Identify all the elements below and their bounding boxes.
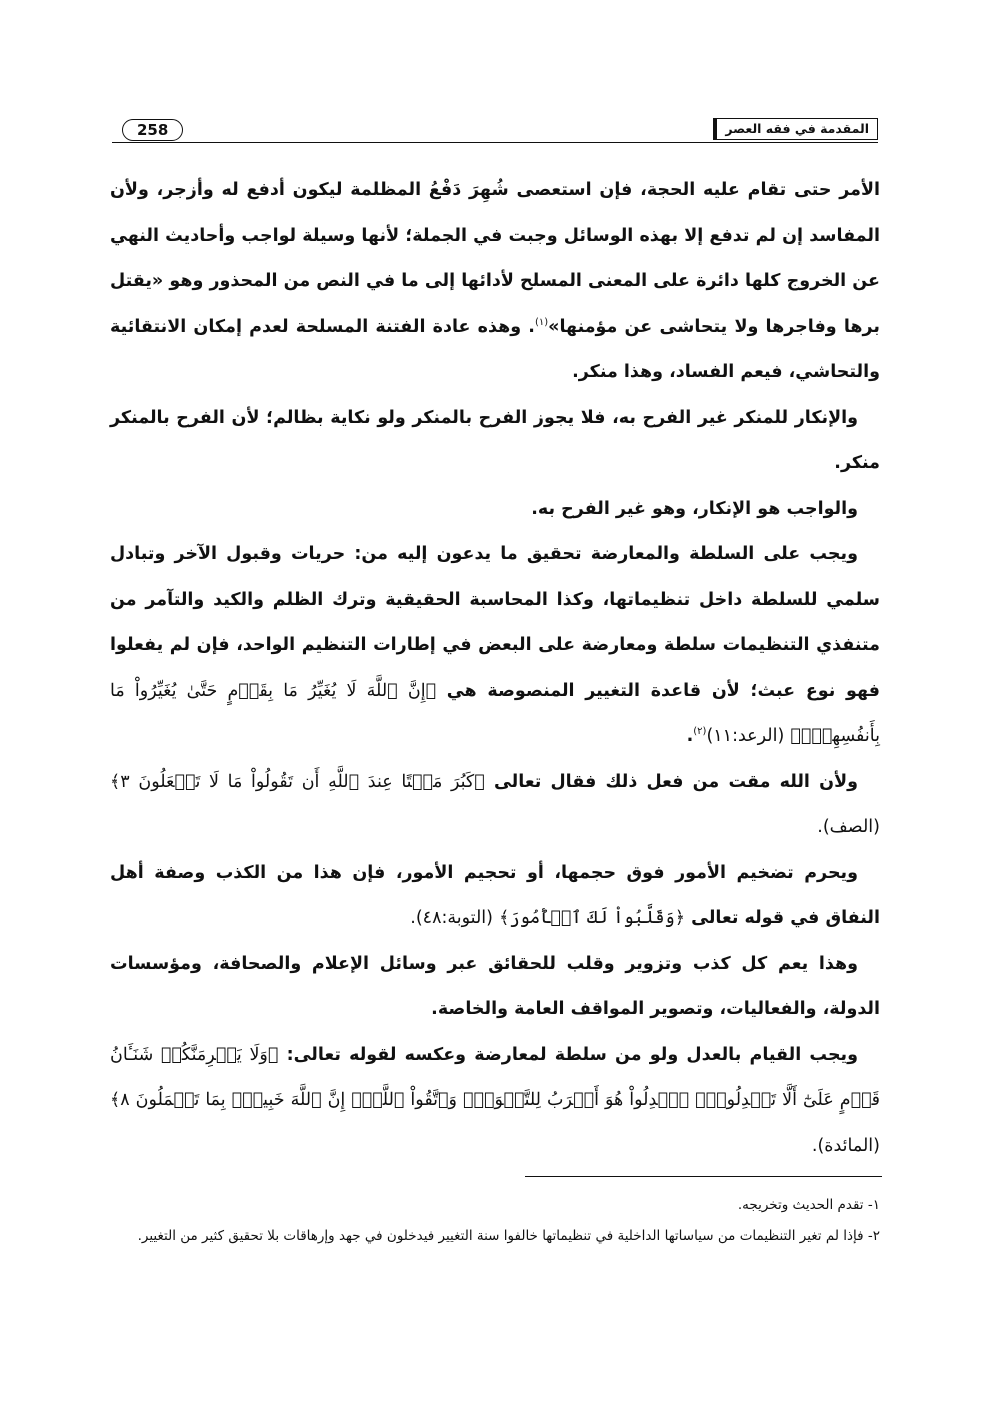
- book-title: المقدمة في فقه العصر: [713, 118, 878, 140]
- footnotes: [112, 1190, 880, 1252]
- paragraph: وهذا يعم كل كذب وتزوير وقلب للحقائق عبر وسائل الإعلام والصحافة، ومؤسسات الدولة، والفعاليات، وتصوير المواقف العامة والخاصة.: [110, 953, 880, 1019]
- footnote: ٢- فإذا لم تغير التنظيمات من سياساتها الداخلية في تنظيماتها خالفوا سنة التغيير فيدخلون في جهد وإرهاقات بلا تحقيق كثير من التغيير.: [137, 1228, 880, 1244]
- quran-verse: ﴿إِنَّ ٱللَّهَ لَا يُغَيِّرُ مَا بِقَوۡمٍ حَتَّىٰ يُغَيِّرُواْ مَا بِأَنفُسِهِمۡۗ﴾: [110, 680, 880, 746]
- paragraph: ولأن الله مقت من فعل ذلك فقال تعالى ﴿كَبُرَ مَقۡتًا عِندَ ٱللَّهِ أَن تَقُولُواْ مَا لَا تَفۡعَلُونَ ٣﴾ (الصف).: [110, 771, 880, 837]
- footnote-marker: (٢): [693, 726, 707, 738]
- footnote: ١- تقدم الحديث وتخريجه.: [737, 1197, 880, 1213]
- verse-reference: (التوبة:٤٨).: [410, 908, 493, 928]
- paragraph: والإنكار للمنكر غير الفرح به، فلا يجوز الفرح بالمنكر ولو نكاية بظالم؛ لأن الفرح بالمنكر منكر.: [110, 407, 880, 473]
- paragraph: ويجب على السلطة والمعارضة تحقيق ما يدعون إليه من: حريات وقبول الآخر وتبادل سلمي للسلطة داخل تنظيماتها، وكذا المحاسبة الحقيقية وترك الظلم والكيد والتآمر من متنفذي التنظيمات سلطة ومعارضة على البعض في إطارات التنظيم الواحد، فإن لم يفعلوا فهو نوع عبث؛ لأن قاعدة التغيير المنصوصة هي ﴿إِنَّ ٱللَّهَ لَا يُغَيِّرُ مَا بِقَوۡمٍ حَتَّىٰ يُغَيِّرُواْ مَا بِأَنفُسِهِمۡۗ﴾ (الرعد:١١)$^{(٢)}$.: [110, 544, 881, 746]
- verse-reference: (المائدة).: [811, 1135, 880, 1156]
- header-rule: [112, 142, 878, 143]
- running-header: [112, 112, 878, 152]
- paragraph: الأمر حتى تقام عليه الحجة، فإن استعصى شُهِرَ دَفْعُ المظلمة ليكون أدفع له وأزجر، ولأن المفاسد إن لم تدفع إلا بهذه الوسائل وجبت في الجملة؛ لأنها وسيلة لواجب وأحاديث النهي عن الخروج كلها دائرة على المعنى المسلح لأدائها إلى ما في النص من المحذور وهو «يقتل برها وفاجرها ولا يتحاشى عن مؤمنها»$^{(١)}$. وهذه عادة الفتنة المسلحة لعدم إمكان الانتقائية والتحاشي، فيعم الفساد، وهذا منكر.: [110, 180, 881, 382]
- footnote-separator: [525, 1176, 882, 1177]
- page-number: 258: [122, 119, 183, 141]
- quran-verse: ﴿كَبُرَ مَقۡتًا عِندَ ٱللَّهِ أَن تَقُولُواْ مَا لَا تَفۡعَلُونَ ٣﴾: [110, 771, 485, 792]
- main-text: [110, 168, 880, 1169]
- quran-verse: ﴿وَقَلَّبُواْ لَكَ ٱلۡأُمُورَ﴾: [499, 908, 686, 928]
- quran-verse: ﴿وَلَا يَجۡرِمَنَّكُمۡ شَنَـَٔانُ قَوۡمٍ عَلَىٰٓ أَلَّا تَعۡدِلُواْۚ ٱعۡدِلُواْ هُوَ أَقۡرَبُ لِلتَّقۡوَىٰۖ وَٱتَّقُواْ ٱللَّهَۚ إِنَّ ٱللَّهَ خَبِيرُۢ بِمَا تَعۡمَلُونَ ٨﴾: [110, 1044, 880, 1110]
- footnote-marker: (١): [534, 316, 549, 328]
- verse-reference: (الرعد:١١): [706, 726, 785, 746]
- paragraph: والواجب هو الإنكار، وهو غير الفرح به.: [531, 498, 858, 519]
- paragraph: ويجب القيام بالعدل ولو من سلطة لمعارضة وعكسه لقوله تعالى: ﴿وَلَا يَجۡرِمَنَّكُمۡ شَنَـَٔانُ قَوۡمٍ عَلَىٰٓ أَلَّا تَعۡدِلُواْۚ ٱعۡدِلُواْ هُوَ أَقۡرَبُ لِلتَّقۡوَىٰۖ وَٱتَّقُواْ ٱللَّهَۚ إِنَّ ٱللَّهَ خَبِيرُۢ بِمَا تَعۡمَلُونَ ٨﴾ (المائدة).: [110, 1044, 880, 1156]
- verse-reference: (الصف).: [817, 817, 880, 837]
- paragraph: ويحرم تضخيم الأمور فوق حجمها، أو تحجيم الأمور، فإن هذا من الكذب وصفة أهل النفاق في قوله تعالى ﴿وَقَلَّبُواْ لَكَ ٱلۡأُمُورَ﴾ (التوبة:٤٨).: [110, 862, 880, 928]
